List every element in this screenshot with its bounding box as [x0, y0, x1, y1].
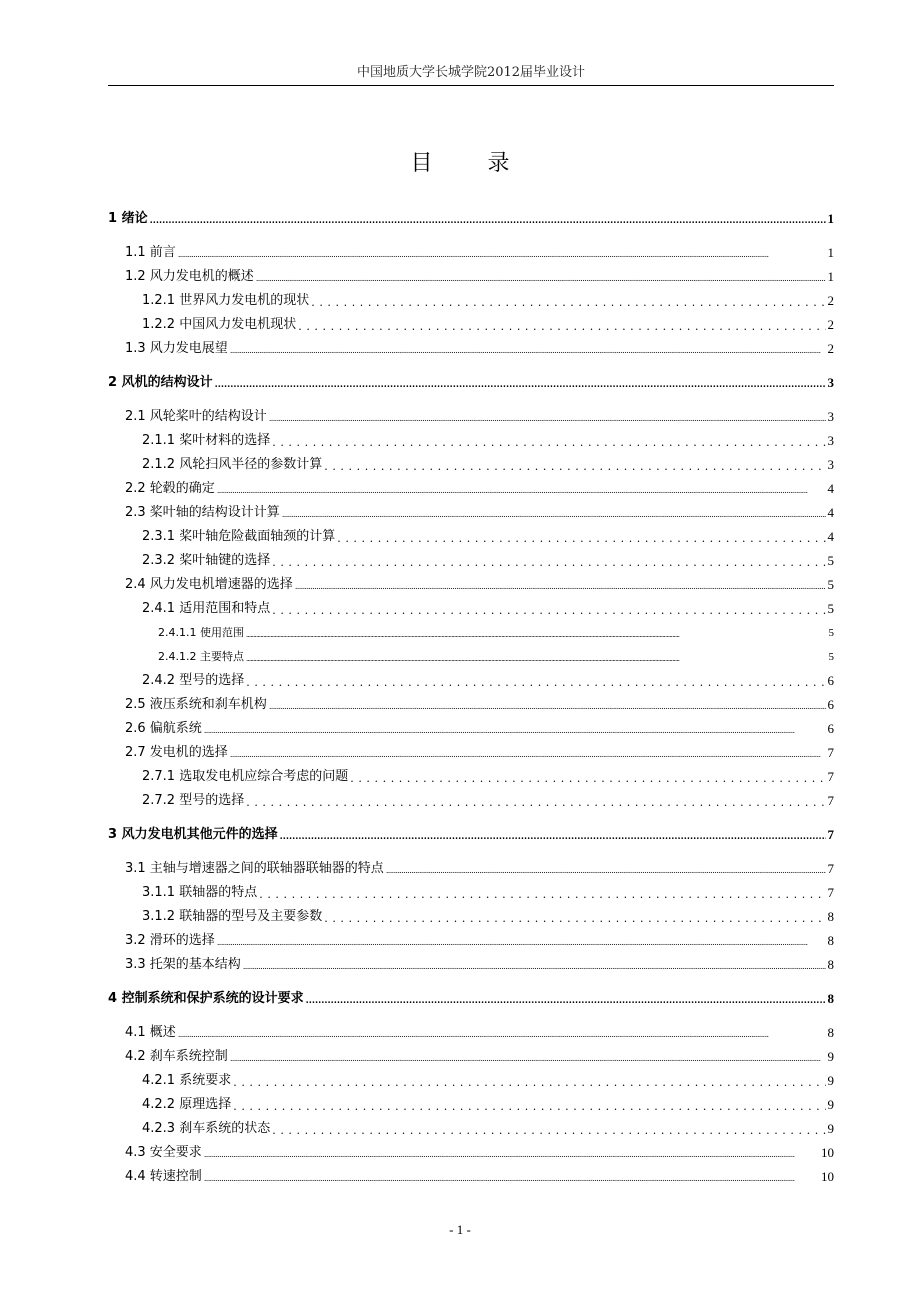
toc-entry-page: 9 [827, 1073, 834, 1088]
toc-leader-dots [150, 209, 826, 229]
toc-entry-label: 2.4.2 型号的选择 [142, 673, 245, 688]
toc-entry-label: 4.1 概述 [125, 1025, 176, 1040]
toc-entry[interactable] [108, 373, 834, 393]
toc-leader-dots [178, 243, 826, 263]
toc-entry-label: 3 风力发电机其他元件的选择 [108, 827, 278, 842]
toc-leader-dots [243, 955, 826, 975]
toc-entry-page: 7 [827, 827, 834, 842]
page-number: - 1 - [449, 1222, 471, 1237]
toc-leader-dots [386, 859, 826, 879]
toc-entry-page: 10 [821, 1169, 834, 1184]
toc-leader-dots [337, 527, 825, 547]
toc-entry-page: 8 [827, 909, 834, 924]
toc-entry-label: 2.1.2 风轮扫风半径的参数计算 [142, 457, 323, 472]
toc-entry-page: 9 [827, 1097, 834, 1112]
toc-leader-dots [269, 407, 826, 427]
toc-entry-label: 2.7.2 型号的选择 [142, 793, 245, 808]
toc-entry-label: 2.3 桨叶轴的结构设计计算 [125, 505, 280, 520]
toc-entry-label: 4.2.3 刹车系统的状态 [142, 1121, 271, 1136]
toc-leader-dots [295, 575, 826, 595]
toc-entry-label: 1.2.1 世界风力发电机的现状 [142, 293, 310, 308]
toc-entry-page: 4 [827, 481, 834, 496]
toc-leader-dots [246, 647, 827, 667]
page-header: 中国地质大学长城学院2012届毕业设计 [356, 65, 586, 80]
toc-leader-dots [298, 315, 825, 335]
toc-leader-dots [233, 1095, 825, 1115]
toc-entry[interactable] [108, 859, 834, 879]
toc-entry[interactable] [108, 955, 834, 975]
toc-entry-page: 1 [827, 269, 834, 284]
toc-leader-dots [306, 989, 826, 1009]
toc-entry-label: 4.4 转速控制 [125, 1169, 202, 1184]
toc-entry[interactable] [108, 1023, 834, 1043]
toc-entry[interactable] [108, 1095, 834, 1115]
toc-entry[interactable] [108, 883, 834, 903]
toc-entry-label: 2.3.1 桨叶轴危险截面轴颈的计算 [142, 529, 336, 544]
toc-entry[interactable] [108, 647, 834, 667]
toc-entry-page: 2 [827, 293, 834, 308]
toc-entry[interactable] [108, 209, 834, 229]
toc-entry-label: 1.3 风力发电展望 [125, 341, 228, 356]
toc-entry-page: 8 [827, 991, 834, 1006]
toc-entry[interactable] [108, 339, 834, 359]
toc-leader-dots [282, 503, 826, 523]
toc-entry[interactable] [108, 1143, 834, 1163]
toc-entry[interactable] [108, 527, 834, 547]
toc-entry-label: 2.7 发电机的选择 [125, 745, 228, 760]
toc-leader-dots [324, 907, 825, 927]
toc-leader-dots [246, 791, 825, 811]
toc-entry[interactable] [108, 1047, 834, 1067]
toc-entry-label: 2.4.1 适用范围和特点 [142, 601, 271, 616]
toc-entry-page: 1 [827, 245, 834, 260]
toc-leader-dots [230, 339, 826, 359]
toc-entry-label: 1.2.2 中国风力发电机现状 [142, 317, 297, 332]
toc-leader-dots [230, 743, 826, 763]
toc-entry-label: 3.1 主轴与增速器之间的联轴器联轴器的特点 [125, 861, 384, 876]
toc-entry-page: 9 [827, 1049, 834, 1064]
toc-entry[interactable] [108, 407, 834, 427]
toc-entry[interactable] [108, 1167, 834, 1187]
toc-leader-dots [256, 267, 826, 287]
toc-entry-page: 3 [827, 375, 834, 390]
toc-entry-label: 2.2 轮毂的确定 [125, 481, 215, 496]
toc-entry[interactable] [108, 743, 834, 763]
toc-leader-dots [178, 1023, 826, 1043]
toc-entry-label: 2.6 偏航系统 [125, 721, 202, 736]
toc-entry[interactable] [108, 503, 834, 523]
toc-leader-dots [272, 599, 825, 619]
toc-entry-page: 7 [827, 861, 834, 876]
toc-entry-label: 2.4.1.2 主要特点 [158, 650, 244, 663]
toc-entry-page: 8 [827, 933, 834, 948]
toc-leader-dots [217, 479, 826, 499]
toc-entry[interactable] [108, 1071, 834, 1091]
toc-entry-label: 3.2 滑环的选择 [125, 933, 215, 948]
toc-entry-label: 4 控制系统和保护系统的设计要求 [108, 991, 304, 1006]
toc-leader-dots [215, 373, 826, 393]
toc-entry-page: 9 [827, 1121, 834, 1136]
toc-entry-page: 10 [821, 1145, 834, 1160]
toc-leader-dots [217, 931, 826, 951]
toc-entry-page: 3 [827, 409, 834, 424]
toc-leader-dots [311, 291, 825, 311]
toc-entry-label: 4.2.1 系统要求 [142, 1073, 232, 1088]
toc-leader-dots [272, 1119, 825, 1139]
toc-entry[interactable] [108, 575, 834, 595]
toc-leader-dots [272, 551, 825, 571]
toc-entry-label: 2.1.1 桨叶材料的选择 [142, 433, 271, 448]
toc-entry-label: 2.3.2 桨叶轴键的选择 [142, 553, 271, 568]
toc-entry[interactable] [108, 479, 834, 499]
toc-entry[interactable] [108, 243, 834, 263]
toc-leader-dots [259, 883, 825, 903]
toc-entry-page: 5 [827, 577, 834, 592]
toc-entry[interactable] [108, 695, 834, 715]
toc-leader-dots [204, 1167, 819, 1187]
toc-entry-label: 2.1 风轮桨叶的结构设计 [125, 409, 267, 424]
toc-leader-dots [204, 719, 826, 739]
toc-entry[interactable] [108, 315, 834, 335]
toc-entry[interactable] [108, 551, 834, 571]
toc-entry-page: 5 [827, 553, 834, 568]
toc-entry-label: 2.4 风力发电机增速器的选择 [125, 577, 293, 592]
toc-entry-page: 1 [827, 211, 834, 226]
toc-leader-dots [269, 695, 826, 715]
table-of-contents [108, 0, 834, 1302]
toc-entry-page: 5 [828, 627, 834, 639]
toc-entry-page: 6 [827, 697, 834, 712]
toc-entry-label: 2.4.1.1 使用范围 [158, 626, 244, 639]
toc-entry-label: 4.2 刹车系统控制 [125, 1049, 228, 1064]
toc-leader-dots [246, 623, 827, 643]
toc-leader-dots [350, 767, 825, 787]
toc-entry[interactable] [108, 431, 834, 451]
toc-entry[interactable] [108, 791, 834, 811]
toc-entry[interactable] [108, 1119, 834, 1139]
toc-entry[interactable] [108, 455, 834, 475]
toc-entry-label: 3.1.1 联轴器的特点 [142, 885, 258, 900]
toc-entry-page: 2 [827, 317, 834, 332]
toc-entry-page: 3 [827, 433, 834, 448]
toc-entry-label: 4.3 安全要求 [125, 1145, 202, 1160]
toc-entry[interactable] [108, 825, 834, 845]
toc-entry[interactable] [108, 599, 834, 619]
toc-entry-page: 6 [827, 673, 834, 688]
toc-entry[interactable] [108, 989, 834, 1009]
toc-entry-page: 7 [827, 793, 834, 808]
toc-entry-label: 2 风机的结构设计 [108, 375, 213, 390]
toc-leader-dots [233, 1071, 825, 1091]
toc-entry-page: 4 [827, 505, 834, 520]
toc-entry-page: 7 [827, 745, 834, 760]
toc-entry-label: 1.1 前言 [125, 245, 176, 260]
toc-leader-dots [272, 431, 825, 451]
toc-leader-dots [230, 1047, 826, 1067]
toc-entry[interactable] [108, 907, 834, 927]
toc-leader-dots [324, 455, 825, 475]
toc-title: 目 录 [410, 151, 534, 176]
toc-entry[interactable] [108, 931, 834, 951]
toc-entry-page: 8 [827, 957, 834, 972]
toc-entry-label: 1 绪论 [108, 211, 148, 226]
toc-leader-dots [246, 671, 825, 691]
toc-entry-label: 2.7.1 选取发电机应综合考虑的问题 [142, 769, 349, 784]
toc-entry-page: 5 [828, 651, 834, 663]
toc-entry[interactable] [108, 291, 834, 311]
toc-entry-page: 6 [827, 721, 834, 736]
toc-entry-label: 1.2 风力发电机的概述 [125, 269, 254, 284]
toc-entry-page: 7 [827, 885, 834, 900]
toc-entry[interactable] [108, 623, 834, 643]
toc-entry-page: 8 [827, 1025, 834, 1040]
toc-entry[interactable] [108, 267, 834, 287]
toc-entry-page: 5 [827, 601, 834, 616]
toc-entry-label: 2.5 液压系统和刹车机构 [125, 697, 267, 712]
toc-entry-page: 7 [827, 769, 834, 784]
toc-entry-page: 2 [827, 341, 834, 356]
toc-entry-label: 3.3 托架的基本结构 [125, 957, 241, 972]
toc-leader-dots [204, 1143, 819, 1163]
toc-leader-dots [280, 825, 826, 845]
toc-entry-page: 4 [827, 529, 834, 544]
toc-entry-label: 4.2.2 原理选择 [142, 1097, 232, 1112]
toc-entry[interactable] [108, 671, 834, 691]
toc-entry[interactable] [108, 719, 834, 739]
toc-entry-label: 3.1.2 联轴器的型号及主要参数 [142, 909, 323, 924]
toc-entry-page: 3 [827, 457, 834, 472]
toc-entry[interactable] [108, 767, 834, 787]
